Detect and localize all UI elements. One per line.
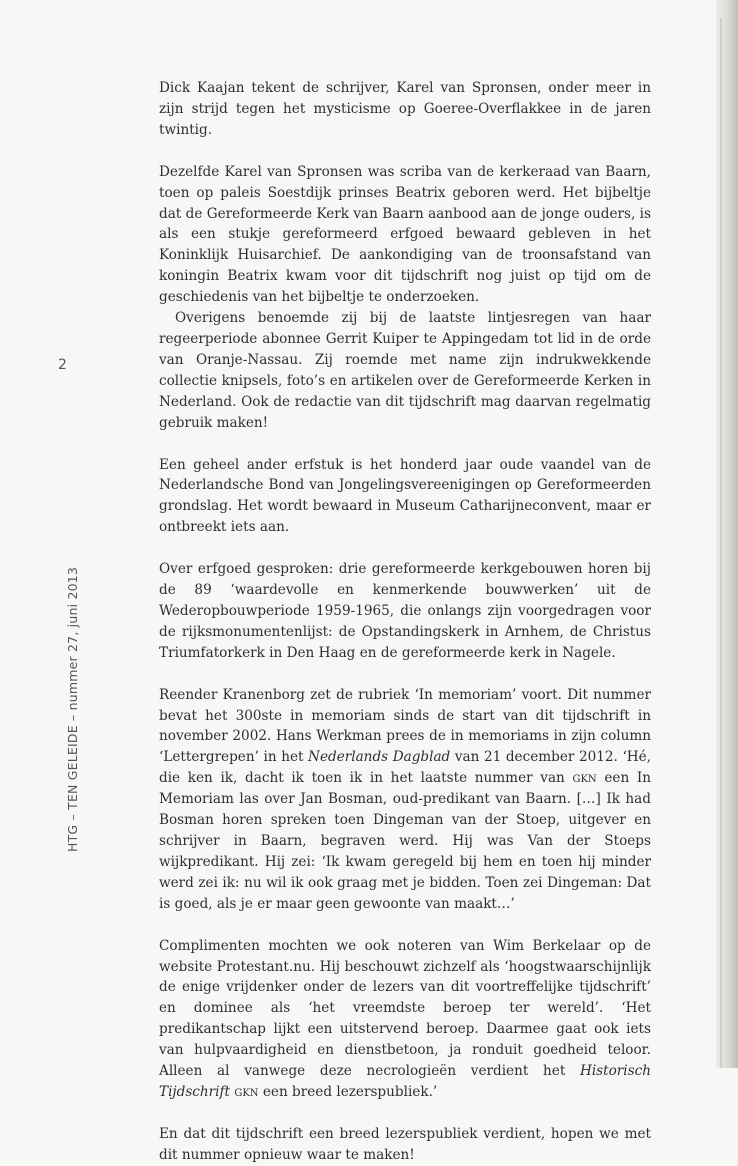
journal-title: Historisch Tijdschrift (159, 1063, 651, 1100)
gkn-abbreviation: gkn (234, 1083, 259, 1100)
paragraph-in-memoriam (159, 685, 651, 915)
page-number: 2 (58, 357, 67, 373)
body-text (159, 78, 651, 1166)
in-memoriam-text-1: Reender Kranenborg zet de rubriek ‘In memoriam’ voort. Dit nummer bevat het 300ste in memoriam sinds de start van dit tijdschrift in november 2002. Hans Werkman prees de in memoriams in zijn column ‘Lettergrepen’ in het (159, 686, 651, 766)
gkn-abbreviation: gkn (572, 770, 597, 787)
complimenten-text-1: Complimenten mochten we ook noteren van Wim Berkelaar op de website Protestant.nu. Hij beschouwt zichzelf als ‘hoogstwaarschijnlijk de enige vrijdenker onder de lezers van dit voortreffelijke tijdschrift’ en dominee als ‘het vreemdste beroep ter wereld’. ‘Het predikantschap lijkt een uitstervend beroep. Daarmee gaat ook iets van hulpvaardigheid en dienstbetoon, ja ronduit goedheid teloor. Alleen al vanwege deze necrologieën verdient het (159, 937, 651, 1080)
newspaper-title: Nederlands Dagblad (308, 749, 451, 766)
paragraph-vaandel: Een geheel ander erfstuk is het honderd jaar oude vaandel van de Nederlandsche Bond van Jongelingsvereenigingen op Gereformeerden grondslag. Het wordt bewaard in Museum Catharijneconvent, maar er ontbreekt iets aan. (159, 456, 651, 536)
paragraph-complimenten (159, 936, 651, 1103)
paragraph-erfgoed: Over erfgoed gesproken: drie gereformeerde kerkgebouwen horen bij de 89 ‘waardevolle en kenmerkende bouwwerken’ uit de Wederopbouwperiode 1959-1965, die onlangs zijn voorgedragen voor de rijksmonumentenlijst: de Opstandingskerk in Arnhem, de Christus Triumfatorkerk in Den Haag en de gereformeerde kerk in Nagele. (159, 561, 651, 661)
page-fold-line (720, 18, 722, 1068)
paragraph-kaajan: Dick Kaajan tekent de schrijver, Karel van Spronsen, onder meer in zijn strijd tegen het mysticisme op Goeree-Overflakkee in de jaren twintig. (159, 80, 651, 138)
running-head: HTG – TEN GELEIDE – nummer 27, juni 2013 (65, 566, 80, 852)
paragraph-lintjesregen: Overigens benoemde zij bij de laatste lintjesregen van haar regeerperiode abonnee Gerrit Kuiper te Appingedam tot lid in de orde van Oranje-Nassau. Zij roemde met name zijn indrukwekkende collectie knipsels, foto’s en artikelen over de Gereformeerde Kerken in Nederland. Ook de redactie van dit tijdschrift mag daarvan regelmatig gebruik maken! (159, 310, 651, 431)
in-memoriam-text-2: van 21 december 2012. ‘Hé, die ken ik, dacht ik toen ik in het laatste nummer van (159, 749, 651, 787)
complimenten-text-2: een breed lezerspubliek.’ (258, 1083, 438, 1100)
in-memoriam-text-3: een In Memoriam las over Jan Bosman, oud-predikant van Baarn. […] Ik had Bosman horen spreken toen Dingeman van der Stoep, uitgever en schrijver in Baarn, begraven werd. Hij was Van der Stoeps wijkpredikant. Hij zei: ‘Ik kwam geregeld bij hem en toen hij minder werd zei ik: nu wil ik ook graag met je bidden. Toen zei Dingeman: Dat is goed, als je er maar geen gewoonte van maakt…’ (159, 770, 651, 912)
paragraph-bijbeltje: Dezelfde Karel van Spronsen was scriba van de kerkeraad van Baarn, toen op paleis Soestdijk prinses Beatrix geboren werd. Het bijbeltje dat de Gereformeerde Kerk van Baarn aanbood aan de jonge ouders, is als een stukje gereformeerd erfgoed bewaard gebleven in het Koninklijk Huisarchief. De aankondiging van de troonsafstand van koningin Beatrix kwam voor dit tijdschrift nog juist op tijd om de geschiedenis van het bijbeltje te onderzoeken. (159, 163, 651, 306)
paragraph-closing: En dat dit tijdschrift een breed lezerspubliek verdient, hopen we met dit nummer opnieuw waar te maken! (159, 1125, 651, 1163)
